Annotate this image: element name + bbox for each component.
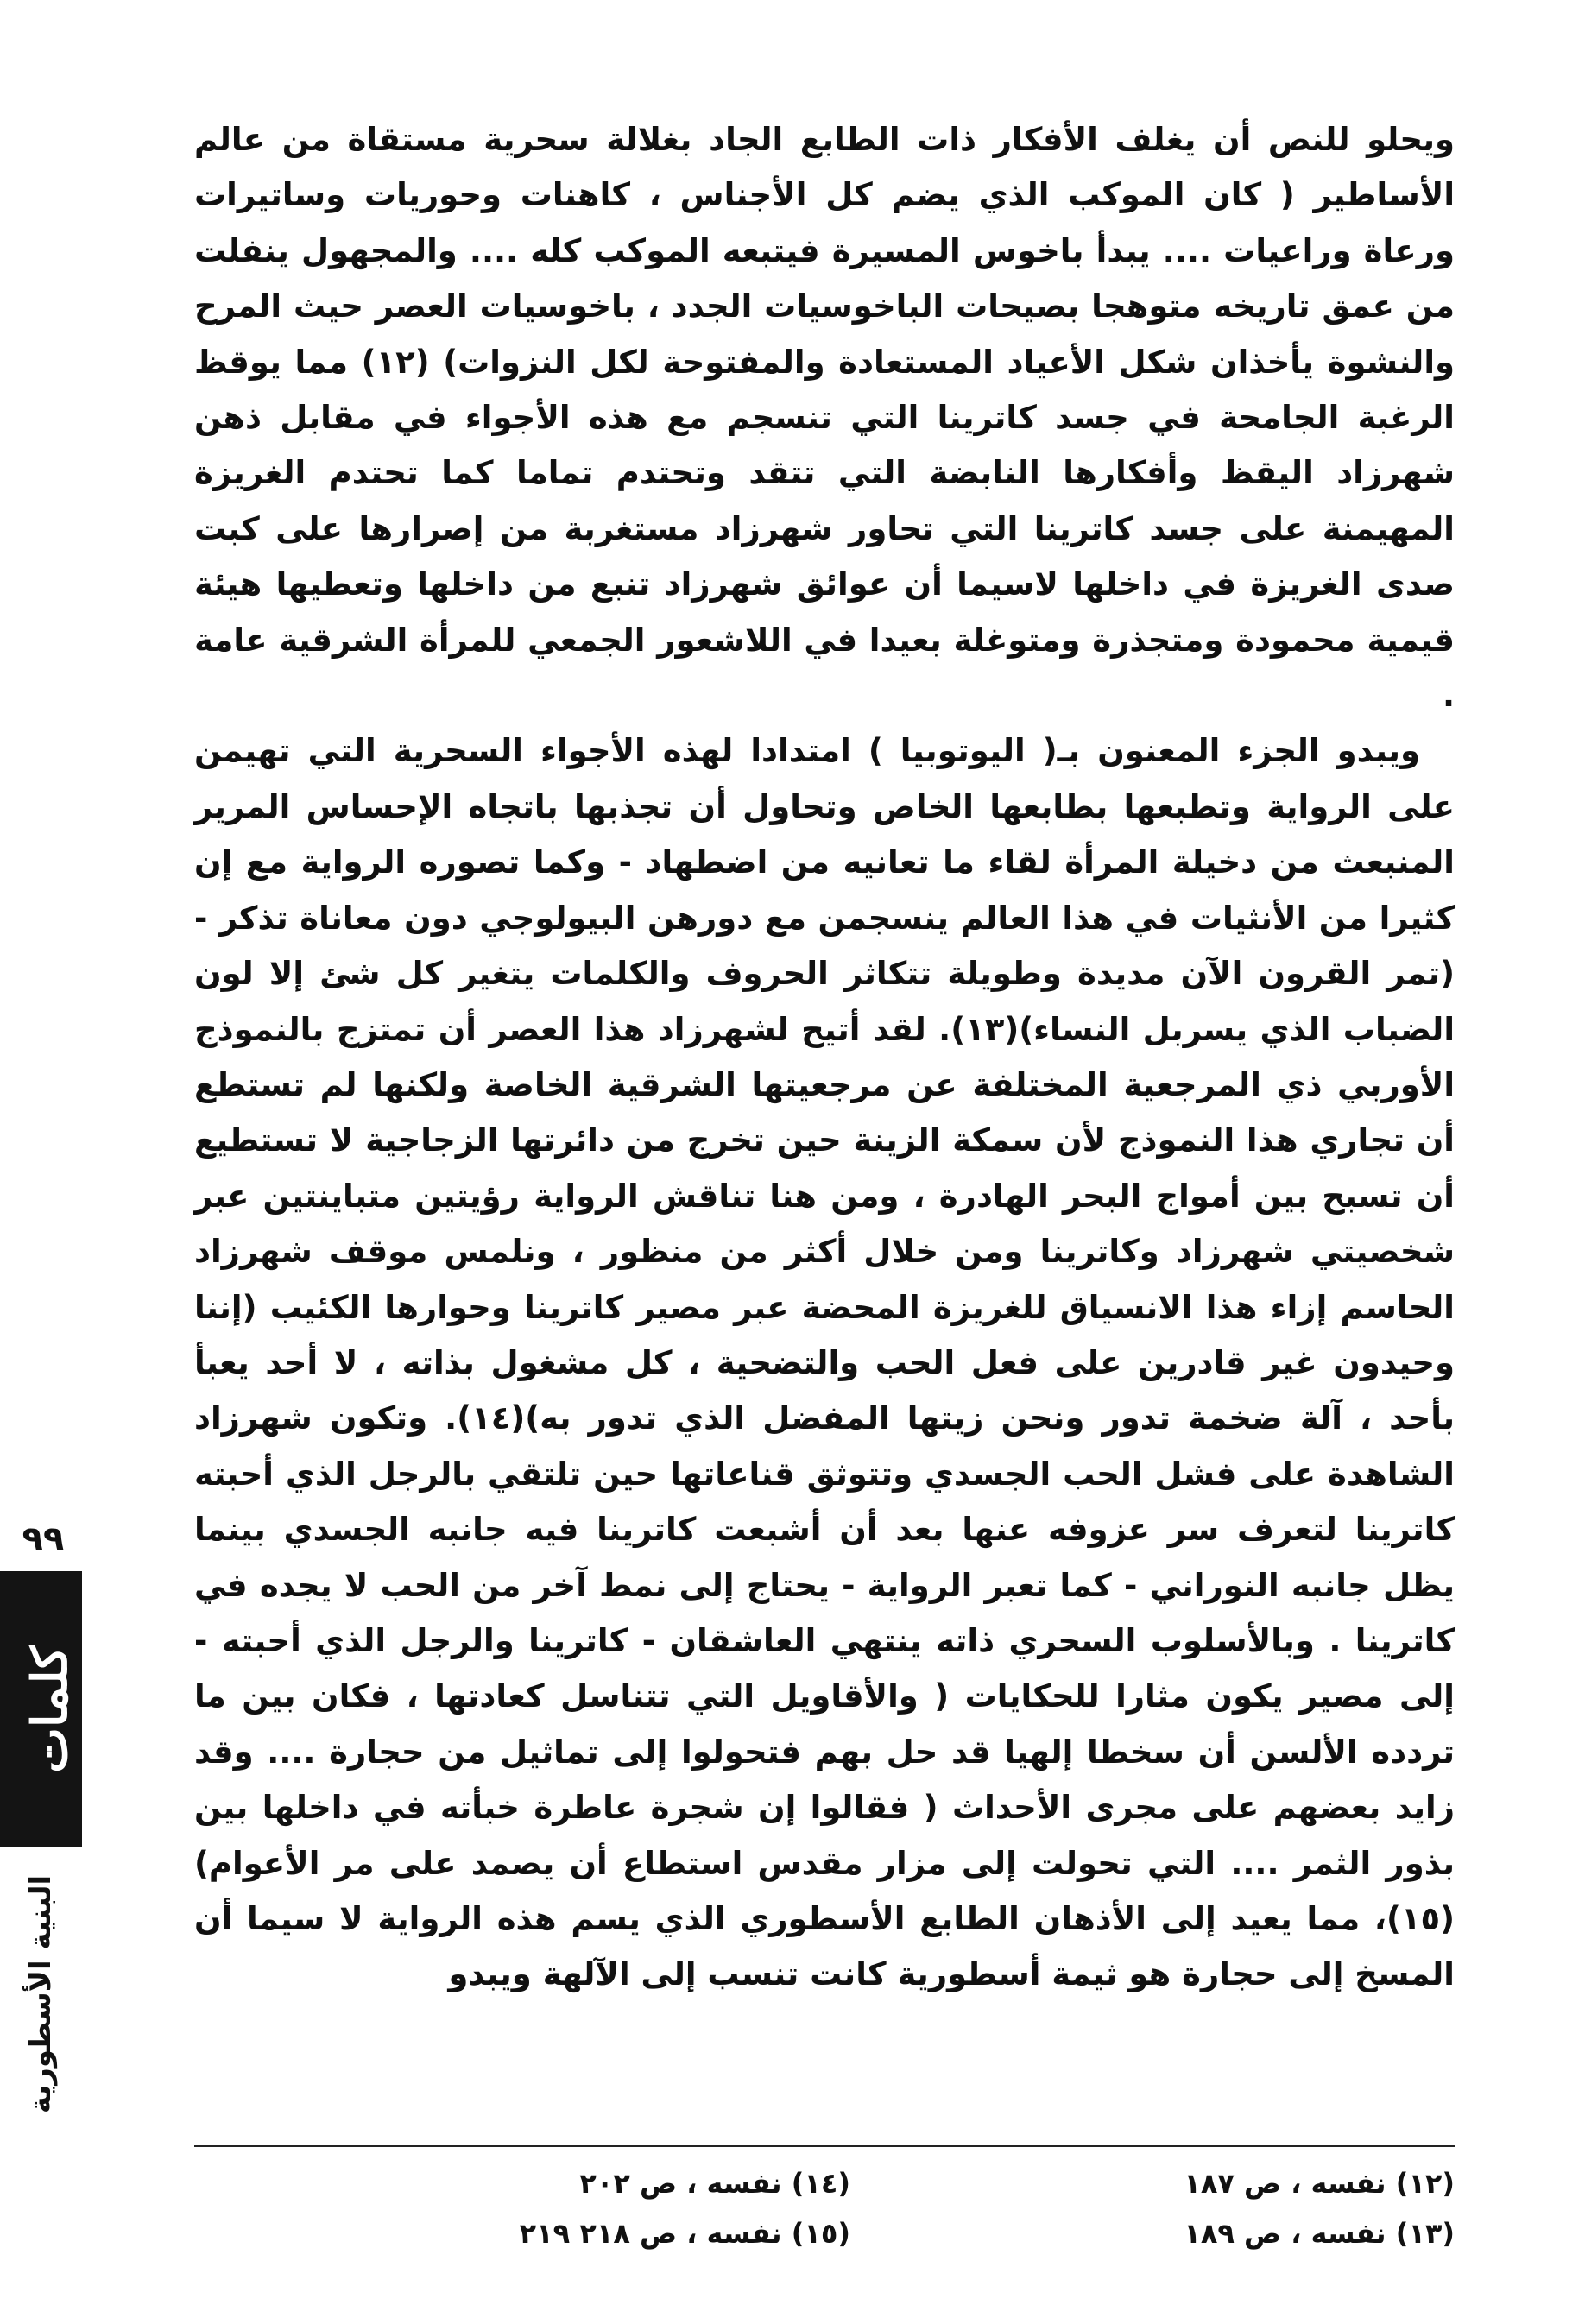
body-text bbox=[194, 112, 1455, 2003]
footnote-13: (١٣) نفسه ، ص ١٨٩ bbox=[1184, 2217, 1455, 2250]
footnote-14: (١٤) نفسه ، ص ٢٠٢ bbox=[579, 2167, 850, 2200]
paragraph-2: ويبدو الجزء المعنون بـ( اليوتوبيا ) امتدادا لهذه الأجواء السحرية التي تهيمن على الرواية وتطبعها بطابعها الخاص وتحاول أن تجذبها باتجاه الإحساس المرير المنبعث من دخيلة المرأة لقاء ما تعانيه من اضطهاد - وكما تصوره الرواية مع إن كثيرا من الأنثيات في هذا العالم ينسجمن مع دورهن البيولوجي دون معاناة تذكر - (تمر القرون الآن مديدة وطويلة تتكاثر الحروف والكلمات يتغير كل شئ إلا لون الضباب الذي يسربل النساء)(١٣). لقد أتيح لشهرزاد هذا العصر أن تمتزج بالنموذج الأوربي ذي المرجعية المختلفة عن مرجعيتها الشرقية الخاصة ولكنها لم تستطع أن تجاري هذا النموذج لأن سمكة الزينة حين تخرج من دائرتها الزجاجية لا تستطيع أن تسبح بين أمواج البحر الهادرة ، ومن هنا تناقش الرواية رؤيتين متباينتين عبر شخصيتي شهرزاد وكاترينا ومن خلال أكثر من منظور ، ونلمس موقف شهرزاد الحاسم إزاء هذا الانسياق للغريزة المحضة عبر مصير كاترينا وحوارها الكئيب (إننا وحيدون غير قادرين على فعل الحب والتضحية ، كل مشغول بذاته ، لا أحد يعبأ بأحد ، آلة ضخمة تدور ونحن زيتها المفضل الذي تدور به)(١٤). وتكون شهرزاد الشاهدة على فشل الحب الجسدي وتتوثق قناعاتها حين تلتقي بالرجل الذي أحبته كاترينا لتعرف سر عزوفه عنها بعد أن أشبعت كاترينا فيه جانبه الجسدي بينما يظل جانبه النوراني - كما تعبر الرواية - يحتاج إلى نمط آخر من الحب لا يجده في كاترينا . وبالأسلوب السحري ذاته ينتهي العاشقان - كاترينا والرجل الذي أحبته - إلى مصير يكون مثارا للحكايات ( والأقاويل التي تتناسل كعادتها ، فكان بين ما تردده الألسن أن سخطا إلهيا قد حل بهم فتحولوا إلى تماثيل من حجارة .... وقد زايد بعضهم على مجرى الأحداث ( فقالوا إن شجرة عاطرة خبأته في داخلها بين بذور الثمر .... التي تحولت إلى مزار مقدس استطاع أن يصمد على مر الأعوام)(١٥)، مما يعيد إلى الأذهان الطابع الأسطوري الذي يسم هذه الرواية لا سيما أن المسخ إلى حجارة هو ثيمة أسطورية كانت تنسب إلى الآلهة ويبدو bbox=[194, 732, 1455, 1993]
footnote-12: (١٢) نفسه ، ص ١٨٧ bbox=[1184, 2167, 1455, 2200]
running-title bbox=[0, 1865, 82, 2124]
footnotes-right-column bbox=[937, 2158, 1455, 2258]
footnote-15: (١٥) نفسه ، ص ٢١٨ ٢١٩ bbox=[519, 2217, 850, 2250]
running-title-text: البنية الأسطورية bbox=[23, 1874, 58, 2114]
paragraph-1: ويحلو للنص أن يغلف الأفكار ذات الطابع الجاد بغلالة سحرية مستقاة من عالم الأساطير ( كان الموكب الذي يضم كل الأجناس ، كاهنات وحوريات وساتيرات ورعاة وراعيات .... يبدأ باخوس المسيرة فيتبعه الموكب كله .... والمجهول ينفلت من عمق تاريخه متوهجا بصيحات الباخوسيات الجدد ، باخوسيات العصر حيث المرح والنشوة يأخذان شكل الأعياد المستعادة والمفتوحة لكل النزوات) (١٢) مما يوقظ الرغبة الجامحة في جسد كاترينا التي تنسجم مع هذه الأجواء في مقابل ذهن شهرزاد اليقظ وأفكارها النابضة التي تتقد وتحتدم تماما كما تحتدم الغريزة المهيمنة على جسد كاترينا التي تحاور شهرزاد مستغربة من إصرارها على كبت صدى الغريزة في داخلها لاسيما أن عوائق شهرزاد تنبع من داخلها وتعطيها هيئة قيمية محمودة ومتجذرة ومتوغلة بعيدا في اللاشعور الجمعي للمرأة الشرقية عامة . bbox=[194, 121, 1455, 715]
footnotes-left-column bbox=[332, 2158, 850, 2258]
page-number: ٩٩ bbox=[22, 1519, 65, 1559]
footnote-divider bbox=[194, 2145, 1455, 2147]
side-tab-logo-text: كلمات bbox=[22, 1645, 79, 1773]
